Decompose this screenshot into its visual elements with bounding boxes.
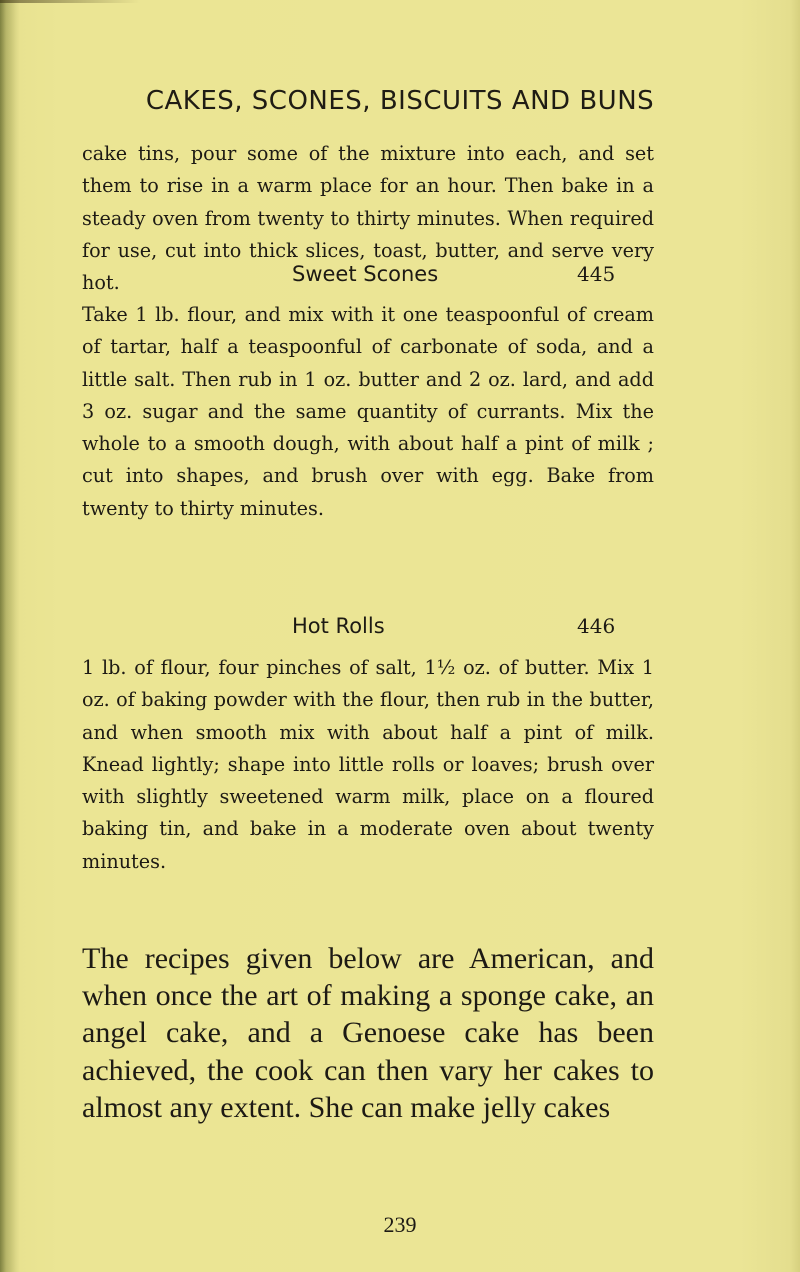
recipe-text-hot-rolls: 1 lb. of flour, four pinches of salt, 1½ oz. of butter. Mix 1 oz. of baking powder with the flour, then rub in the butter, and when smooth mix with about half a pint of milk. Knead lightly; shape into little rolls or loaves; brush over with slightly sweetened warm milk, place on a floured baking tin, and bake in a moderate oven about twenty minutes. (82, 656, 654, 873)
running-head: CAKES, SCONES, BISCUITS AND BUNS (145, 86, 655, 116)
recipe-text-sweet-scones: Take 1 lb. flour, and mix with it one teaspoonful of cream of tartar, half a teaspoonful of carbonate of soda, and a little salt. Then rub in 1 oz. butter and 2 oz. lard, and add 3 oz. sugar and the same quantity of currants. Mix the whole to a smooth dough, with about half a pint of milk ; cut into shapes, and brush over with egg. Bake from twenty to thirty minutes. (82, 303, 654, 520)
recipe-title: Hot Rolls (292, 614, 385, 638)
page-number: 239 (383, 1212, 417, 1237)
recipe-title: Sweet Scones (292, 262, 439, 286)
intro-paragraph: The recipes given below are American, and when once the art of making a sponge cake, an angel cake, and a Genoese cake has been achieved, the cook can then vary her cakes to almost any extent. She can make jelly cakes (82, 942, 654, 1124)
top-edge-mark (0, 0, 140, 3)
recipe-number: 445 (577, 262, 616, 286)
recipe-number: 446 (577, 614, 616, 638)
recipe-heading-hot-rolls (0, 614, 800, 644)
recipe-heading-sweet-scones (0, 262, 800, 292)
continuation-paragraph: cake tins, pour some of the mixture into each, and set them to rise in a warm place for an hour. Then bake in a steady oven from twenty to thirty minutes. When required for use, cut into thick slices, toast, butter, and serve very hot. (82, 142, 654, 295)
